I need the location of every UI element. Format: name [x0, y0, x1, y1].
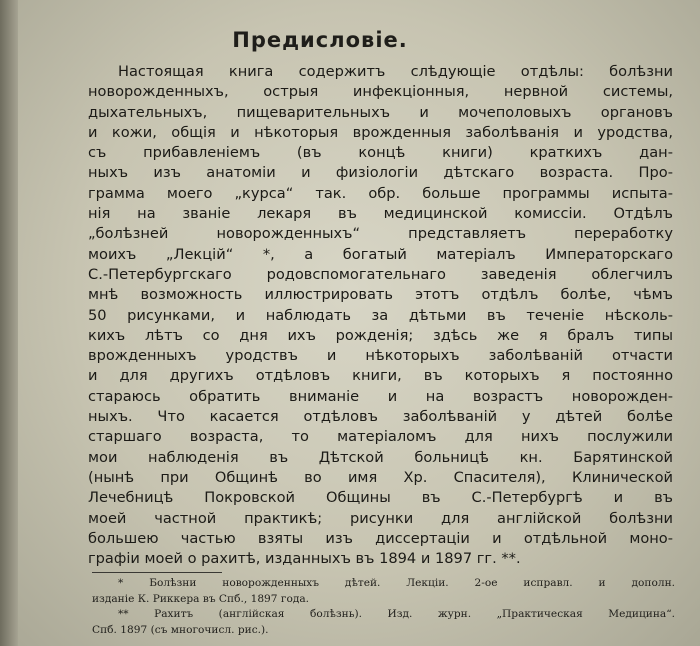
- paragraph-line: графіи моей о рахитѣ, изданныхъ въ 1894 и 1897 гг. **.: [88, 550, 521, 568]
- page-binding-shadow: [0, 0, 18, 646]
- paragraph-line: Лечебницѣ Покровской Общины въ С.-Петербургѣ и въ: [88, 489, 673, 507]
- paragraph-line: нія на званіе лекаря въ медицинской комиссіи. Отдѣлъ: [88, 205, 673, 223]
- paragraph-line: ныхъ изъ анатоміи и физіологіи дѣтскаго возраста. Про-: [88, 164, 673, 182]
- paragraph-line: большею частью взяты изъ диссертаціи и отдѣльной моно-: [88, 529, 673, 547]
- paragraph-line: съ прибавленіемъ (въ концѣ книги) краткихъ дан-: [88, 144, 673, 162]
- paragraph-line: и кожи, общія и нѣкоторыя врожденныя заболѣванія и уродства,: [88, 123, 673, 141]
- paragraph-line: Настоящая книга содержитъ слѣдующіе отдѣлы: болѣзни: [118, 63, 673, 80]
- paragraph-line: кихъ лѣтъ со дня ихъ рожденія; здѣсь же я бралъ типы: [88, 326, 673, 344]
- footnote-line: * Болѣзни новорожденныхъ дѣтей. Лекціи. 2-ое исправл. и дополн.: [118, 577, 675, 589]
- preface-paragraph: [88, 62, 673, 569]
- paragraph-line: мнѣ возможность иллюстрировать этотъ отдѣлъ болѣе, чѣмъ: [88, 286, 673, 304]
- paragraph-line: ныхъ. Что касается отдѣловъ заболѣваній у дѣтей болѣе: [88, 408, 673, 426]
- paragraph-line: 50 рисунками, и наблюдать за дѣтьми въ теченіе нѣсколь-: [88, 306, 673, 324]
- paragraph-line: моихъ „Лекцій“ *, а богатый матеріалъ Императорскаго: [88, 245, 673, 263]
- paragraph-line: дыхательныхъ, пищеварительныхъ и мочеполовыхъ органовъ: [88, 103, 673, 121]
- page-title: Предисловіе.: [232, 28, 408, 52]
- paragraph-line: новорожденныхъ, острыя инфекціонныя, нервной системы,: [88, 83, 673, 101]
- paragraph-line: и для другихъ отдѣловъ книги, въ которыхъ я постоянно: [88, 367, 673, 385]
- footnotes: [92, 576, 675, 638]
- paragraph-line: стараюсь обратить вниманіе и на возрастъ новорожден-: [88, 387, 673, 405]
- paragraph-line: мои наблюденія въ Дѣтской больницѣ кн. Барятинской: [88, 448, 673, 466]
- paragraph-line: (нынѣ при Общинѣ во имя Хр. Спасителя), Клинической: [88, 468, 673, 486]
- paragraph-line: С.-Петербургскаго родовспомогательнаго заведенія облегчилъ: [88, 265, 673, 283]
- footnote-divider: [92, 572, 222, 573]
- footnote-line: изданіе К. Риккера въ Спб., 1897 года.: [92, 592, 310, 605]
- footnote-line: ** Рахитъ (англійская болѣзнь). Изд. журн. „Практическая Медицина“.: [118, 608, 675, 620]
- footnote-line: Спб. 1897 (съ многочисл. рис.).: [92, 623, 269, 636]
- paragraph-line: грамма моего „курса“ так. обр. больше программы испыта-: [88, 184, 673, 202]
- paragraph-line: старшаго возраста, то матеріаломъ для нихъ послужили: [88, 428, 673, 446]
- paragraph-line: моей частной практикѣ; рисунки для англійской болѣзни: [88, 509, 673, 527]
- paragraph-line: врожденныхъ уродствъ и нѣкоторыхъ заболѣваній отчасти: [88, 347, 673, 365]
- paragraph-line: „болѣзней новорожденныхъ“ представляетъ переработку: [88, 225, 673, 243]
